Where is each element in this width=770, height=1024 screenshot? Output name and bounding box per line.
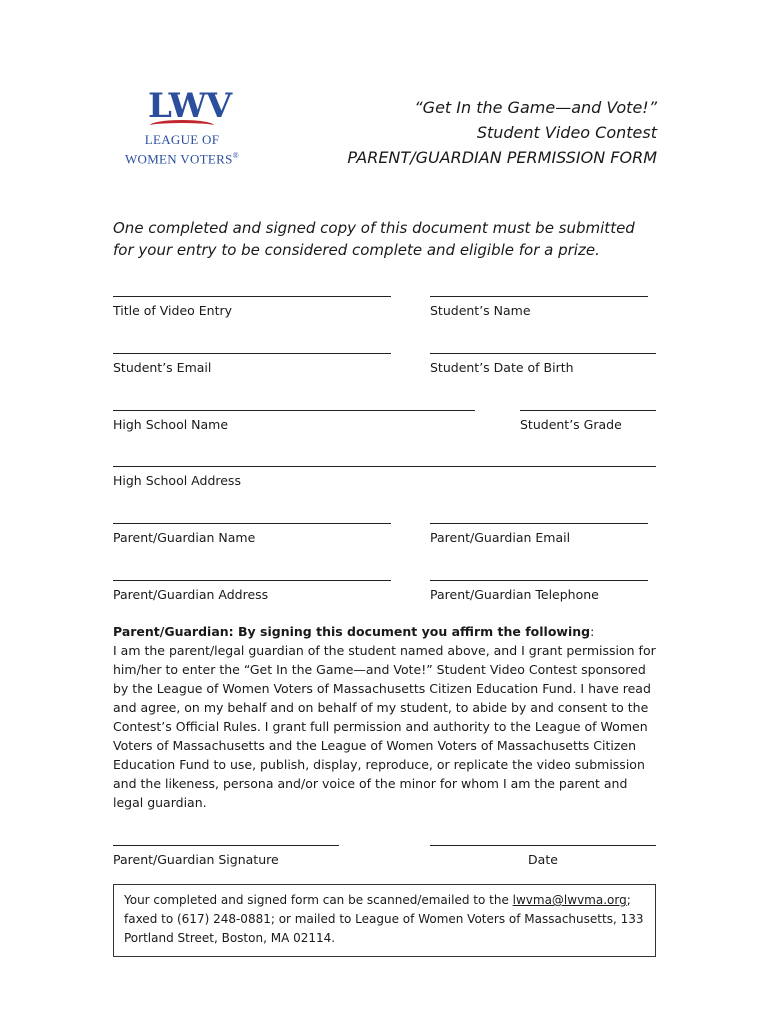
notice-email-link[interactable]: lwvma@lwvma.org [512,893,627,907]
notice-text-before: Your completed and signed form can be scanned/emailed to the [124,893,513,907]
parent-email-label: Parent/Guardian Email [430,530,571,545]
registered-mark: ® [232,151,240,160]
title-line3: PARENT/GUARDIAN PERMISSION FORM [347,148,657,167]
high-school-address-label: High School Address [113,473,241,488]
parent-signature-field[interactable] [113,845,339,867]
parent-telephone-line[interactable] [430,580,648,581]
logo-line2: WOMEN VOTERS [124,151,233,167]
parent-email-line[interactable] [430,523,648,524]
affirmation-colon: : [590,624,595,639]
video-title-field[interactable] [113,296,391,318]
intro-text: One completed and signed copy of this document must be submitted for your entry to be considered complete and eligible for a prize. [113,219,635,259]
student-grade-line[interactable] [520,410,656,411]
student-name-field[interactable] [430,296,648,318]
student-dob-field[interactable] [430,353,656,375]
date-line[interactable] [430,845,656,846]
logo-line1: LEAGUE OF [144,132,220,147]
parent-signature-label: Parent/Guardian Signature [113,852,279,867]
parent-name-label: Parent/Guardian Name [113,530,256,545]
affirmation-section [113,622,658,812]
parent-name-line[interactable] [113,523,391,524]
student-dob-line[interactable] [430,353,656,354]
student-name-label: Student’s Name [430,303,531,318]
high-school-name-label: High School Name [113,417,229,432]
video-title-line[interactable] [113,296,391,297]
logo-text [112,132,252,167]
parent-name-field[interactable] [113,523,391,545]
affirmation-body: I am the parent/legal guardian of the student named above, and I grant permission for him/her to enter the “Get In the Game—and Vote!” Student Video Contest sponsored by the League of Women Voters of Massachusetts Citizen Education Fund. I have read and agree, on my behalf and on behalf of my student, to abide by and consent to the Contest’s Official Rules. I grant full permission and authority to the League of Women Voters of Massachusetts and the League of Women Voters of Massachusetts Citizen Education Fund to use, publish, display, reproduce, or replicate the video submission and the likeness, persona and/or voice of the minor for whom I am the parent and legal guardian. [113,643,656,810]
submission-notice [113,884,656,957]
student-dob-label: Student’s Date of Birth [430,360,574,375]
notice-text-after: ; faxed to (617) 248-0881; or mailed to League of Women Voters of Massachusetts, 133 Portland Street, Boston, MA 02114. [124,893,644,945]
student-grade-label: Student’s Grade [520,417,622,432]
student-name-line[interactable] [430,296,648,297]
student-email-label: Student’s Email [113,360,212,375]
high-school-address-field[interactable] [113,466,656,488]
parent-address-line[interactable] [113,580,391,581]
title-line1: “Get In the Game—and Vote!” [414,98,657,117]
student-email-line[interactable] [113,353,391,354]
parent-telephone-label: Parent/Guardian Telephone [430,587,599,602]
title-line2: Student Video Contest [476,123,657,142]
high-school-name-line[interactable] [113,410,475,411]
video-title-label: Title of Video Entry [113,303,233,318]
parent-signature-line[interactable] [113,845,339,846]
lwv-logo [112,86,252,176]
high-school-address-line[interactable] [113,466,656,467]
student-email-field[interactable] [113,353,391,375]
date-field[interactable] [430,845,656,867]
student-grade-field[interactable] [520,410,656,432]
logo-mark: LWV [148,86,231,126]
date-label: Date [528,852,558,867]
form-title [347,95,657,170]
high-school-name-field[interactable] [113,410,475,432]
parent-email-field[interactable] [430,523,648,545]
logo-swoosh [150,120,214,131]
affirmation-heading: Parent/Guardian: By signing this document you affirm the following [113,624,591,639]
parent-telephone-field[interactable] [430,580,648,602]
parent-address-field[interactable] [113,580,391,602]
parent-address-label: Parent/Guardian Address [113,587,269,602]
